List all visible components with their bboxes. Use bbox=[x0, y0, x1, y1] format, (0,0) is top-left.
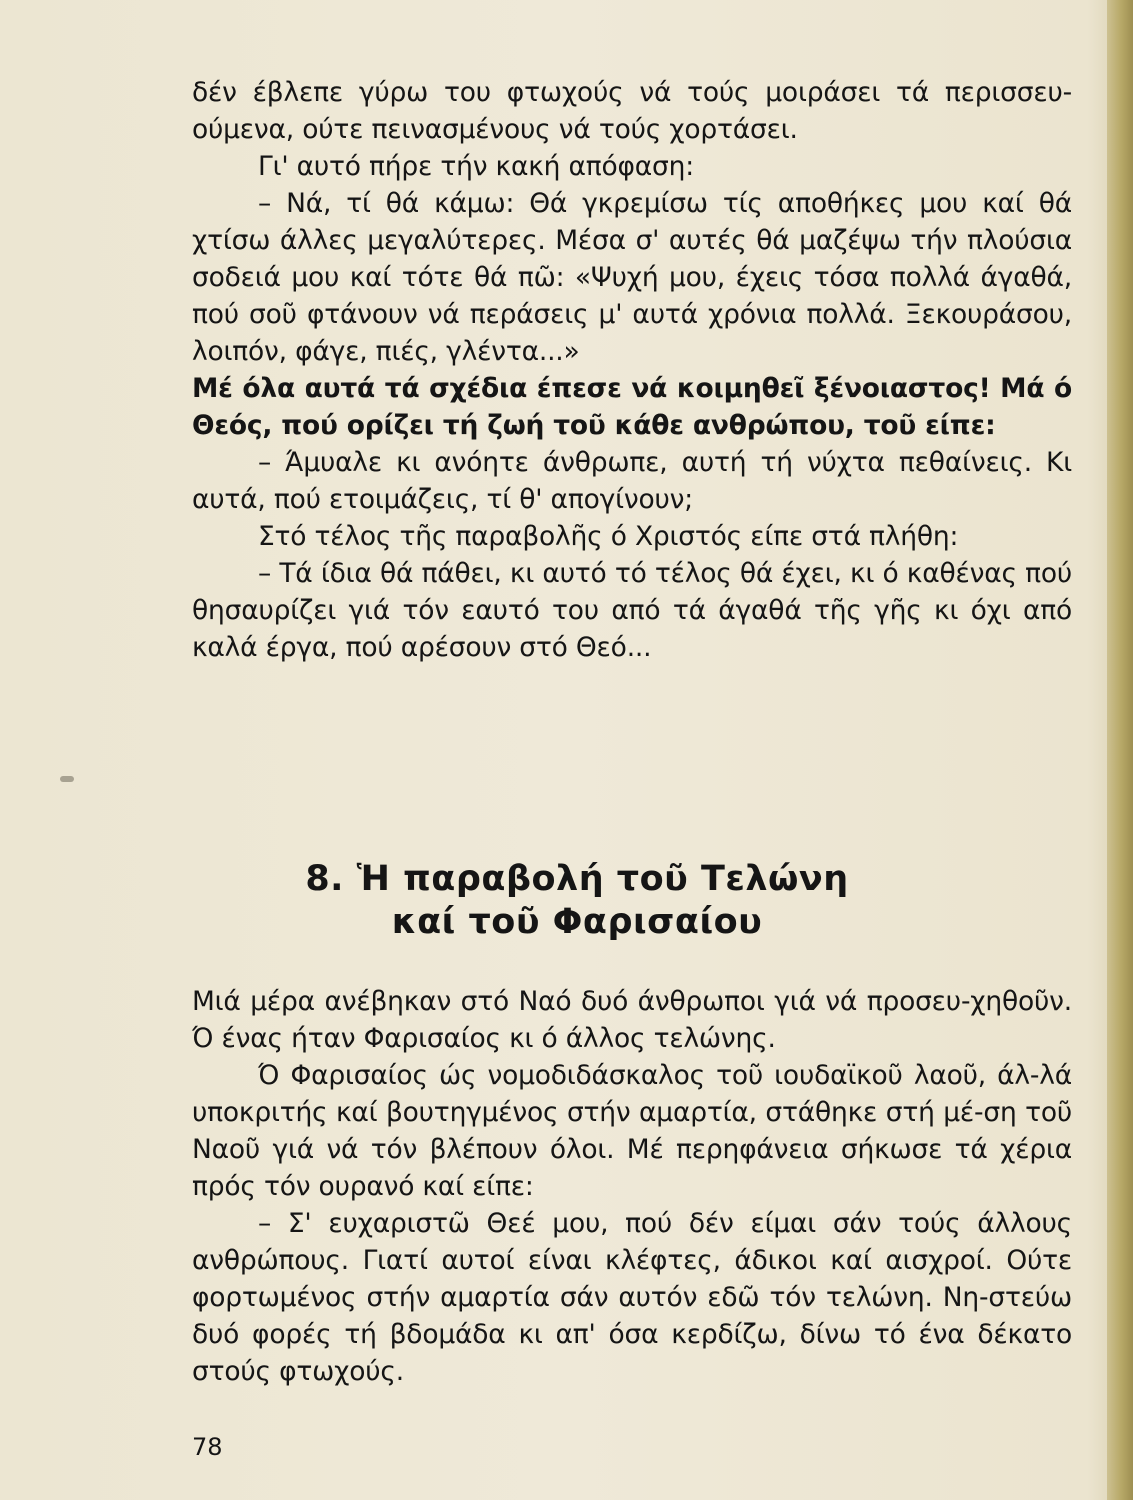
paragraph-8: Μιά μέρα ανέβηκαν στό Ναό δυό άνθρωποι γιά νά προσευ-χηθοῦν. Ό ένας ήταν Φαρισαίος κι ό άλλος τελώνης. bbox=[192, 986, 1072, 1054]
paragraph-4: Μέ όλα αυτά τά σχέδια έπεσε νά κοιμηθεῖ ξένοιαστος! Μά ό Θεός, πού ορίζει τή ζωή τοῦ κάθε ανθρώπου, τοῦ είπε: bbox=[192, 373, 1072, 441]
paragraph-10: – Σ' ευχαριστῶ Θεέ μου, πού δέν είμαι σάν τούς άλλους ανθρώπους. Γιατί αυτοί είναι κλέφτες, άδικοι καί αισχροί. Ούτε φορτωμένος στήν αμαρτία σάν αυτόν εδῶ τόν τελώνη. Νη-στεύω δυό φορές τή βδομάδα κι απ' όσα κερδίζω, δίνω τό ένα δέκατο στούς φτωχούς. bbox=[192, 1208, 1072, 1387]
paragraph-2: Γι' αυτό πήρε τήν κακή απόφαση: bbox=[258, 151, 694, 182]
paragraph-7: – Τά ίδια θά πάθει, κι αυτό τό τέλος θά έχει, κι ό καθένας πού θησαυρίζει γιά τόν εαυτό του από τά άγαθά τῆς γῆς κι όχι από καλά έργα, πού αρέσουν στό Θεό... bbox=[192, 558, 1072, 663]
paragraph-6: Στό τέλος τῆς παραβολῆς ό Χριστός είπε στά πλήθη: bbox=[258, 521, 959, 552]
upper-text-block bbox=[192, 74, 1072, 666]
chapter-heading-line-1: 8. Ἡ παραβολή τοῦ Τελώνη bbox=[305, 859, 849, 899]
book-spine bbox=[1107, 0, 1133, 1500]
paragraph-3: – Νά, τί θά κάμω: Θά γκρεμίσω τίς αποθήκες μου καί θά χτίσω άλλες μεγαλύτερες. Μέσα σ' αυτές θά μαζέψω τήν πλούσια σοδειά μου καί τότε θά πῶ: «Ψυχή μου, έχεις τόσα πολλά άγαθά, πού σοῦ φτάνουν νά περάσεις μ' αυτά χρόνια πολλά. Ξεκουράσου, λοιπόν, φάγε, πιές, γλέντα...» bbox=[192, 188, 1072, 367]
lower-text-block bbox=[192, 983, 1072, 1390]
paragraph-9: Ό Φαρισαίος ώς νομοδιδάσκαλος τοῦ ιουδαϊκοῦ λαοῦ, άλ-λά υποκριτής καί βουτηγμένος στήν αμαρτία, στάθηκε στή μέ-ση τοῦ Ναοῦ γιά νά τόν βλέπουν όλοι. Μέ περηφάνεια σήκωσε τά χέρια πρός τόν ουρανό καί είπε: bbox=[192, 1060, 1072, 1202]
chapter-heading-line-2: καί τοῦ Φαρισαίου bbox=[391, 902, 763, 942]
paragraph-1: δέν έβλεπε γύρω του φτωχούς νά τούς μοιράσει τά περισσευ-ούμενα, ούτε πεινασμένους νά τούς χορτάσει. bbox=[192, 77, 1072, 145]
page-number: 78 bbox=[192, 1433, 223, 1461]
ink-speck bbox=[60, 776, 74, 782]
paragraph-5: – Άμυαλε κι ανόητε άνθρωπε, αυτή τή νύχτα πεθαίνεις. Κι αυτά, πού ετοιμάζεις, τί θ' απογίνουν; bbox=[192, 447, 1072, 515]
chapter-heading bbox=[192, 858, 962, 944]
